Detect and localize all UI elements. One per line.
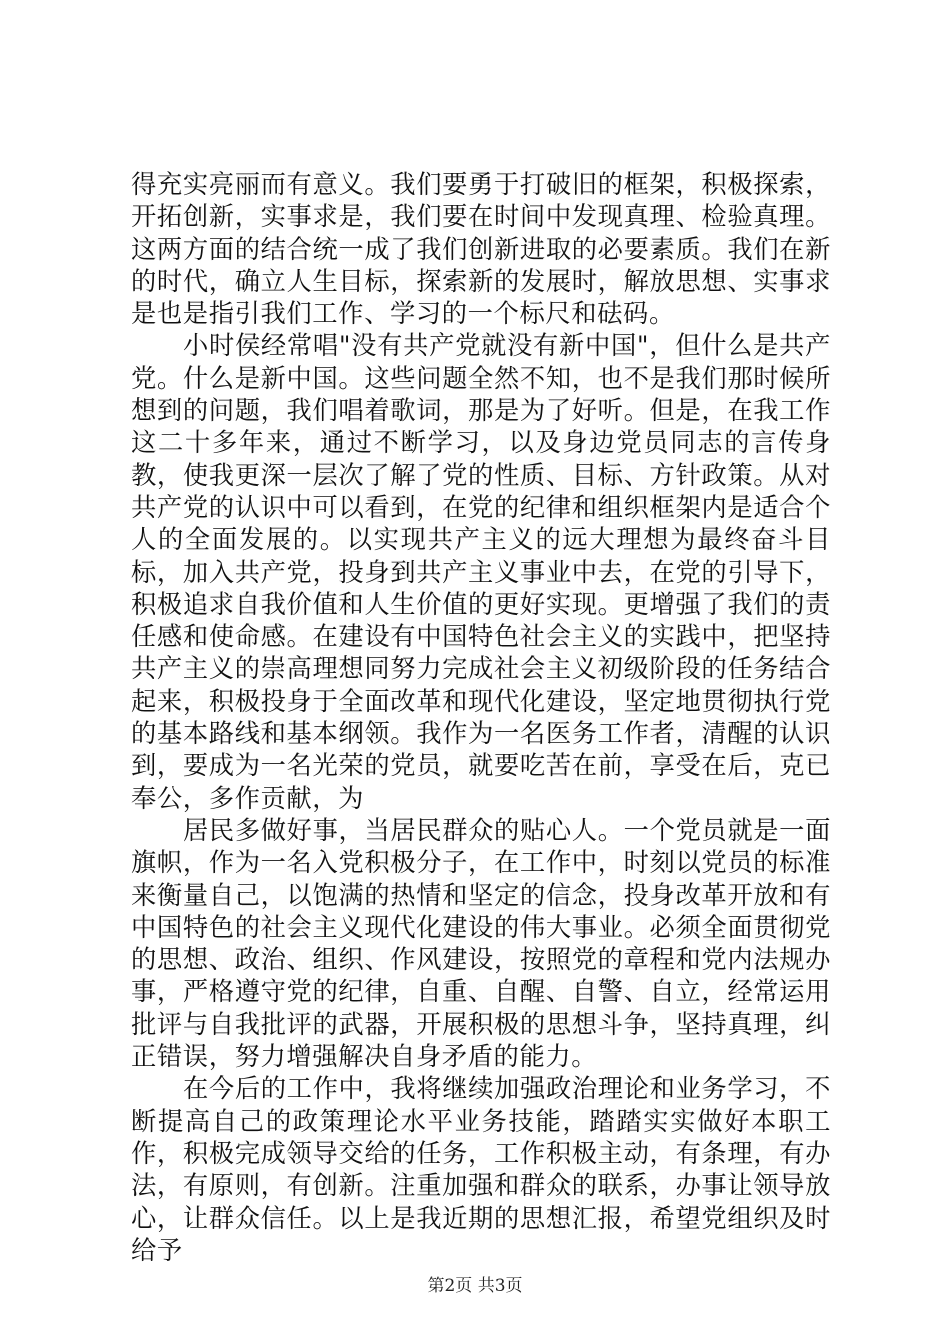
paragraph-2: 小时侯经常唱"没有共产党就没有新中国"，但什么是共产党。什么是新中国。这些问题全然不知，也不是我们那时候所想到的问题，我们唱着歌词，那是为了好听。但是，在我工作这二十多年来，通过不断学习，以及身边党员同志的言传身教，使我更深一层次了解了党的性质、目标、方针政策。从对共产党的认识中可以看到，在党的纪律和组织框架内是适合个人的全面发展的。以实现共产主义的远大理想为最终奋斗目标，加入共产党，投身到共产主义事业中去，在党的引导下，积极追求自我价值和人生价值的更好实现。更增强了我们的责任感和使命感。在建设有中国特色社会主义的实践中，把坚持共产主义的崇高理想同努力完成社会主义初级阶段的任务结合起来，积极投身于全面改革和现代化建设，坚定地贯彻执行党的基本路线和基本纲领。我作为一名医务工作者，清醒的认识到，要成为一名光荣的党员，就要吃苦在前，享受在后，克已奉公，多作贡献，为 <box>131 331 831 813</box>
page-number-footer: 第2页 共3页 <box>427 1276 523 1296</box>
document-body <box>131 169 831 1267</box>
paragraph-3: 居民多做好事，当居民群众的贴心人。一个党员就是一面旗帜，作为一名入党积极分子，在工作中，时刻以党员的标准来衡量自己，以饱满的热情和坚定的信念，投身改革开放和有中国特色的社会主义现代化建设的伟大事业。必须全面贯彻党的思想、政治、组织、作风建设，按照党的章程和党内法规办事，严格遵守党的纪律，自重、自醒、自警、自立，经常运用批评与自我批评的武器，开展积极的思想斗争，坚持真理，纠正错误，努力增强解决自身矛盾的能力。 <box>131 815 831 1072</box>
paragraph-4: 在今后的工作中，我将继续加强政治理论和业务学习，不断提高自己的政策理论水平业务技能，踏踏实实做好本职工作，积极完成领导交给的任务，工作积极主动，有条理，有办法，有原则，有创新。注重加强和群众的联系，办事让领导放心，让群众信任。以上是我近期的思想汇报，希望党组织及时给予 <box>131 1074 831 1265</box>
paragraph-1: 得充实亮丽而有意义。我们要勇于打破旧的框架，积极探索，开拓创新，实事求是，我们要在时间中发现真理、检验真理。这两方面的结合统一成了我们创新进取的必要素质。我们在新的时代，确立人生目标，探索新的发展时，解放思想、实事求是也是指引我们工作、学习的一个标尺和砝码。 <box>131 170 831 329</box>
